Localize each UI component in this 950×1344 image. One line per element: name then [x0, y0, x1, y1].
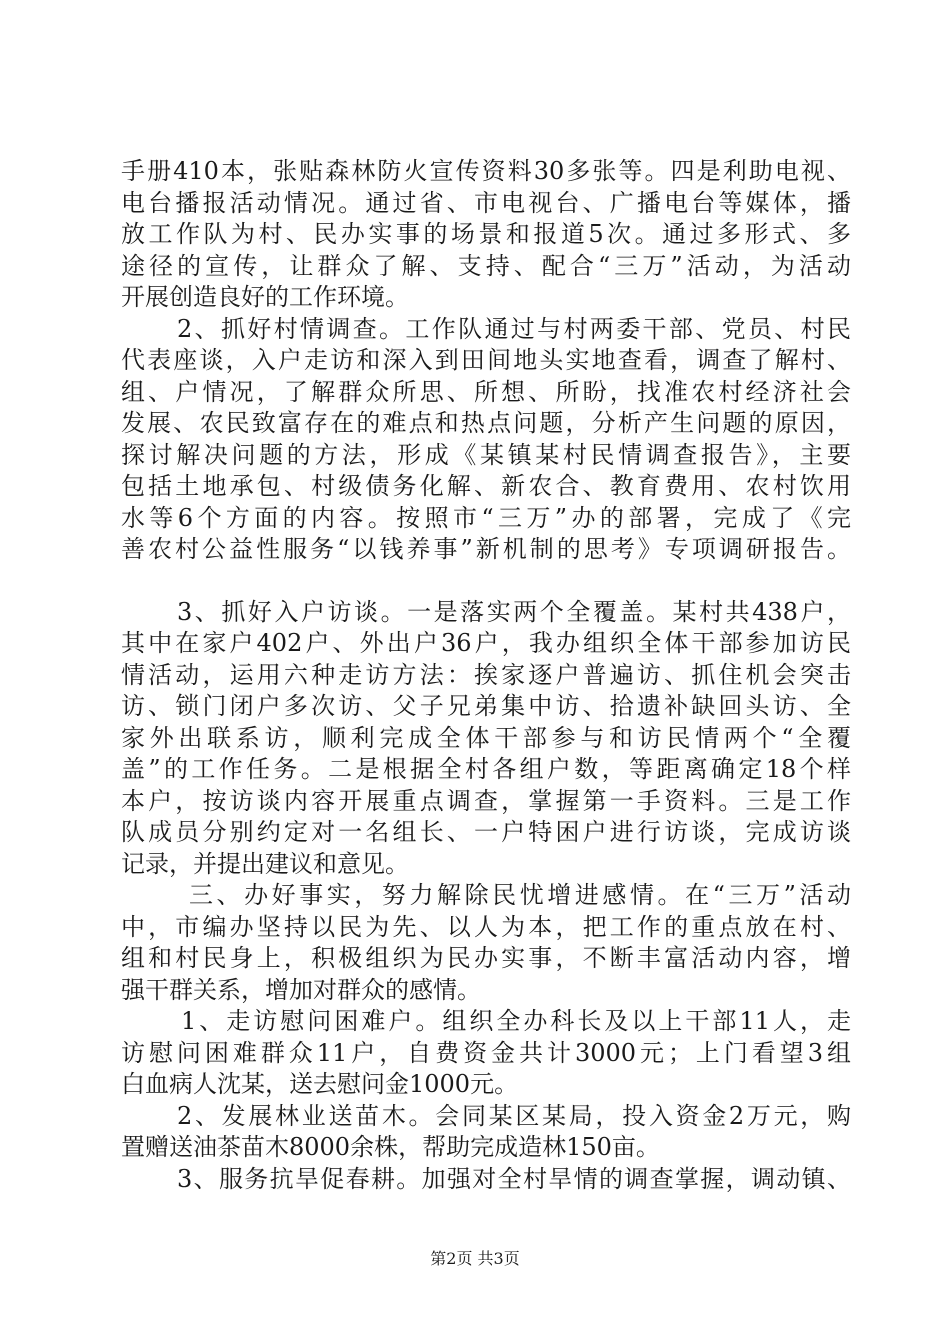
text-line: 其中在家户402户、外出户36户，我办组织全体干部参加访民: [121, 629, 851, 657]
text-line: 开展创造良好的工作环境。: [121, 283, 409, 311]
paragraph-start-line: 2、发展林业送苗木。会同某区某局，投入资金2万元，购: [177, 1101, 851, 1130]
paragraph-gap: [121, 566, 851, 597]
paragraph-start-line: 3、服务抗旱促春耕。加强对全村旱情的调查掌握，调动镇、: [177, 1164, 851, 1193]
text-line: 电台播报活动情况。通过省、市电视台、广播电台等媒体，播: [121, 188, 851, 217]
paragraph-start-line: 2、抓好村情调查。工作队通过与村两委干部、党员、村民: [177, 314, 851, 343]
text-line: 家外出联系访，顺利完成全体干部参与和访民情两个“全覆: [121, 723, 851, 752]
paragraph-start-line: 1、走访慰问困难户。组织全办科长及以上干部11人，走: [181, 1007, 851, 1035]
text-line: 队成员分别约定对一名组长、一户特困户进行访谈，完成访谈: [121, 818, 851, 846]
text-line: 中，市编办坚持以民为先、以人为本，把工作的重点放在村、: [121, 912, 851, 941]
text-line: 访慰问困难群众11户，自费资金共计3000元；上门看望3组: [121, 1038, 851, 1067]
body-text: [121, 156, 851, 1195]
text-line: 发展、农民致富存在的难点和热点问题，分析产生问题的原因，: [121, 409, 851, 437]
text-line: 访、锁门闭户多次访、父子兄弟集中访、拾遗补缺回头访、全: [121, 692, 851, 720]
text-line: 白血病人沈某，送去慰问金1000元。: [121, 1070, 519, 1098]
text-line: 情活动，运用六种走访方法：挨家逐户普遍访、抓住机会突击: [121, 660, 851, 689]
text-line: 本户，按访谈内容开展重点调查，掌握第一手资料。三是工作: [121, 786, 851, 815]
text-line: 探讨解决问题的方法，形成《某镇某村民情调查报告》，主要: [121, 440, 851, 469]
paragraph-start-line: 3、抓好入户访谈。一是落实两个全覆盖。某村共438户，: [177, 597, 851, 626]
text-line: 包括土地承包、村级债务化解、新农合、教育费用、农村饮用: [121, 472, 851, 500]
text-line: 途径的宣传，让群众了解、支持、配合“三万”活动，为活动: [121, 251, 851, 280]
text-line: 水等6个方面的内容。按照市“三万”办的部署，完成了《完: [121, 503, 851, 532]
section-heading-line: 三、办好事实，努力解除民忧增进感情。在“三万”活动: [189, 881, 851, 909]
text-line: 代表座谈，入户走访和深入到田间地头实地查看，调查了解村、: [121, 346, 851, 374]
page-number-footer: 第2页 共3页: [430, 1249, 520, 1268]
text-line: 组、户情况，了解群众所思、所想、所盼，找准农村经济社会: [121, 377, 851, 406]
text-line: 盖”的工作任务。二是根据全村各组户数，等距离确定18个样: [121, 755, 851, 783]
text-line: 组和村民身上，积极组织为民办实事，不断丰富活动内容，增: [121, 944, 851, 972]
text-line: 记录，并提出建议和意见。: [121, 849, 409, 878]
text-line: 放工作队为村、民办实事的场景和报道5次。通过多形式、多: [121, 220, 851, 248]
text-line: 强干群关系，增加对群众的感情。: [121, 975, 481, 1004]
text-line: 手册410本，张贴森林防火宣传资料30多张等。四是利助电视、: [121, 157, 851, 185]
text-line: 善农村公益性服务“以钱养事”新机制的思考》专项调研报告。: [121, 535, 851, 563]
text-line: 置赠送油茶苗木8000余株，帮助完成造林150亩。: [121, 1133, 660, 1161]
